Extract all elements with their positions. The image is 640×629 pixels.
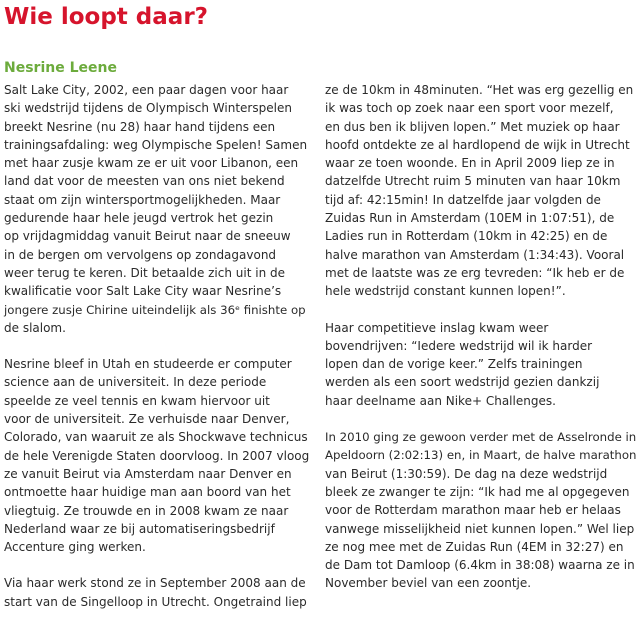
text-line: vliegtuig. Ze trouwde en in 2008 kwam ze naar: [4, 503, 289, 518]
text-line: ze de 10km in 48minuten. “Het was erg gezellig en: [325, 83, 634, 97]
text-line: gedurende haar hele jeugd vertrok het gezin: [4, 211, 274, 226]
text-line: met de laatste was ze erg tevreden: “Ik heb er de: [325, 265, 625, 280]
text-line: vanwege misselijkheid niet kunnen lopen.” Wel liep: [325, 521, 635, 536]
text-line: Zuidas Run in Amsterdam (10EM in 1:07:51), de: [325, 211, 615, 226]
left-column: [4, 81, 309, 629]
text-line: Via haar werk stond ze in September 2008 aan de: [4, 576, 306, 591]
text-line: Nesrine bleef in Utah en studeerde er computer: [4, 357, 292, 372]
text-line: van Beirut (1:30:59). De dag na deze wedstrijd: [325, 466, 608, 481]
paragraph: [325, 81, 637, 301]
text-line: Nederland waar ze bij automatiseringsbedrijf: [4, 521, 275, 536]
text-line: en dus ben ik blijven lopen.” Met muziek op haar: [325, 119, 620, 134]
text-line: bleek ze zwanger te zijn: “Ik had me al opgegeven: [325, 484, 630, 499]
text-line: In 2010 ging ze gewoon verder met de Asselronde in: [325, 430, 637, 445]
text-line: November beviel van een zoontje.: [325, 576, 532, 591]
paragraph: [4, 355, 309, 556]
text-line: land dat voor de meesten van ons niet bekend: [4, 174, 285, 189]
paragraph: [325, 428, 637, 593]
text-line: halve marathon van Amsterdam (1:34:43). Vooral: [325, 247, 625, 262]
text-line: tijd af: 42:15min! In datzelfde jaar volgden de: [325, 192, 601, 207]
text-line: in de bergen om vervolgens op zondagavond: [4, 247, 277, 262]
text-line: ze vanuit Beirut via Amsterdam naar Denver en: [4, 466, 292, 481]
text-line: Colorado, van waaruit ze als Shockwave technicus: [4, 430, 308, 445]
text-line: speelde ze veel tennis en kwam hiervoor uit: [4, 393, 270, 408]
text-line: kwalificatie voor Salt Lake City waar Nesrine’s: [4, 284, 282, 299]
author-name: Nesrine Leene: [4, 60, 117, 76]
text-line: ski wedstrijd tijdens de Olympisch Winterspelen: [4, 101, 292, 116]
text-line: voor de universiteit. Ze verhuisde naar Denver,: [4, 412, 290, 427]
text-line: werden als een soort wedstrijd gezien dankzij: [325, 375, 600, 390]
text-line: datzelfde Utrecht ruim 5 minuten van haar 10km: [325, 174, 621, 189]
text-line: voor de Rotterdam marathon maar heb er helaas: [325, 503, 621, 518]
text-line: Haar competitieve inslag kwam weer: [325, 320, 549, 335]
text-line: staat om zijn wintersportmogelijkheden. Maar: [4, 192, 281, 207]
text-line: de slalom.: [4, 320, 66, 335]
article-title: Wie loopt daar?: [4, 4, 209, 30]
text-line: Accenture ging werken.: [4, 540, 146, 555]
right-column: [325, 81, 637, 611]
text-line: ik was toch op zoek naar een sport voor mezelf,: [325, 101, 614, 116]
text-line: science aan de universiteit. In deze periode: [4, 375, 267, 390]
text-line: de Dam tot Damloop (6.4km in 38:08) waarna ze in: [325, 558, 635, 573]
paragraph: [4, 81, 309, 337]
text-line: waar ze toen woonde. En in April 2009 liep ze in: [325, 156, 615, 171]
text-line: hoofd ontdekte ze al hardlopend de wijk in Utrecht: [325, 137, 630, 152]
text-line: op vrijdagmiddag vanuit Beirut naar de sneeuw: [4, 229, 291, 244]
text-line: breekt Nesrine (nu 28) haar hand tijdens een: [4, 119, 276, 134]
text-line: lopen dan de vorige keer.” Zelfs trainingen: [325, 357, 583, 372]
text-line: ontmoette haar huidige man aan boord van het: [4, 485, 291, 500]
paragraph: [325, 319, 637, 410]
text-line: start van de Singelloop in Utrecht. Ongetraind liep: [4, 594, 307, 609]
text-line: Salt Lake City, 2002, een paar dagen voor haar: [4, 83, 289, 97]
text-line: ze nog mee met de Zuidas Run (4EM in 32:27) en: [325, 539, 624, 554]
text-line: trainingsafdaling: weg Olympische Spelen! Samen: [4, 137, 308, 152]
text-line: met haar zusje kwam ze er uit voor Libanon, een: [4, 156, 299, 171]
paragraph: [4, 574, 309, 611]
text-line: jongere zusje Chirine uiteindelijk als 36ᵉ finishte op: [4, 302, 306, 317]
text-line: bovendrijven: “Iedere wedstrijd wil ik harder: [325, 338, 593, 353]
text-line: haar deelname aan Nike+ Challenges.: [325, 393, 556, 408]
text-line: de hele Verenigde Staten doorvloog. In 2007 vloog: [4, 448, 310, 463]
text-line: Ladies run in Rotterdam (10km in 42:25) en de: [325, 229, 608, 244]
text-line: weer terug te keren. Dit betaalde zich uit in de: [4, 265, 285, 280]
text-line: Apeldoorn (2:02:13) en, in Maart, de halve marathon: [325, 448, 637, 463]
text-line: hele wedstrijd constant kunnen lopen!”.: [325, 284, 566, 299]
